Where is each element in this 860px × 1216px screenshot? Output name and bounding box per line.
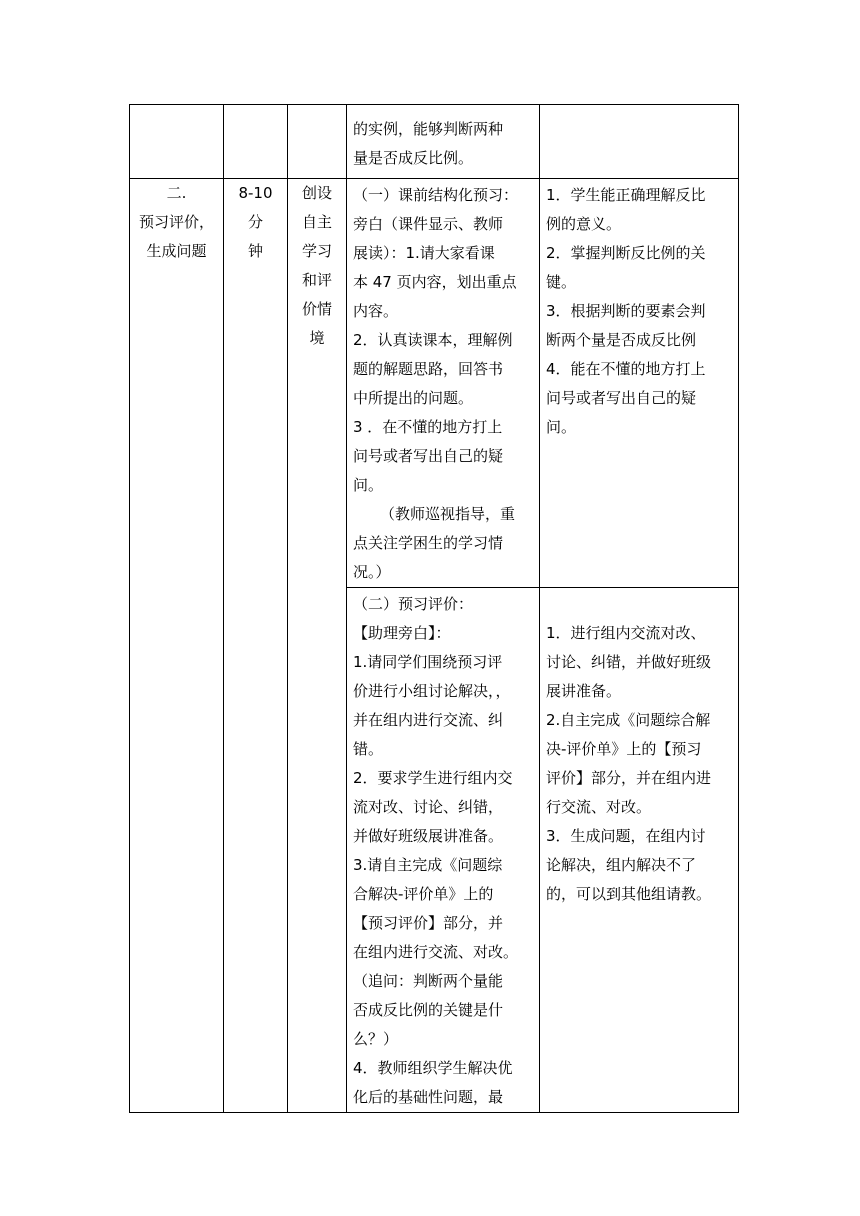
text-line: 况。） [353,563,391,581]
text-line: 3．根据判断的要素会判 [546,302,706,320]
text-line: 合解决-评价单》上的 [353,885,494,903]
text-line: 中所提出的问题。 [353,389,474,407]
text-line: 评价】部分，并在组内进 [546,769,712,787]
goals-cell-preview [540,179,739,588]
text-line: 否成反比例的关键是什 [353,1001,504,1019]
text-line: 本 47 页内容，划出重点 [353,273,517,291]
time-unit: 钟 [247,242,263,260]
goals-cell-empty [540,105,739,179]
text-line: 键。 [546,273,577,291]
text-line: 价进行小组讨论解决，， [353,682,511,700]
activity-cell-preview [347,179,540,588]
text-line: （追问：判断两个量能 [353,972,504,990]
text-line: 流对改、讨论、纠错， [353,798,504,816]
time-cell-empty [224,105,288,179]
text-line: 旁白（课件显示、教师 [353,215,504,233]
stage-title-line: 生成问题 [146,242,207,260]
environment-cell [288,179,347,1113]
environment-line: 价情 [301,300,332,318]
text-line: 2．要求学生进行组内交 [353,769,513,787]
environment-line: 学习 [301,242,332,260]
text-line: 么？） [353,1030,399,1048]
text-line: 3．生成问题，在组内讨 [546,827,706,845]
text-line: 内容。 [353,302,399,320]
text-line: 量是否成反比例。 [353,149,474,167]
environment-line: 和评 [301,271,332,289]
text-line: 论解决，组内解决不了 [546,856,697,874]
text-line: 【助理旁白】： [353,624,451,642]
lesson-plan-table [129,104,739,1113]
text-line: 3 ．在不懂的地方打上 [353,418,503,436]
text-line: 2．掌握判断反比例的关 [546,244,706,262]
table-row [130,105,739,179]
text-line: 展讲准备。 [546,682,622,700]
text-line: 错。 [353,740,384,758]
text-line: 并做好班级展讲准备。 [353,827,504,845]
text-line: 3.请自主完成《问题综 [353,856,503,874]
stage-cell-empty [130,105,224,179]
table-row [130,179,739,588]
text-line: 【预习评价】部分，并 [353,914,504,932]
environment-line: 境 [309,329,325,347]
text-line: 决-评价单》上的【预习 [546,740,702,758]
text-line: 1．进行组内交流对改、 [546,624,706,642]
text-line: 题的解题思路，回答书 [353,360,504,378]
text-line: 1．学生能正确理解反比 [546,186,706,204]
environment-line: 自主 [301,213,332,231]
text-line: （教师巡视指导，重 [380,505,516,523]
stage-number: 二. [166,184,187,202]
text-line: 行交流、对改。 [546,798,652,816]
text-line: 展读）：1.请大家看课 [353,244,495,262]
time-range: 8-10 [238,184,273,202]
text-line: 4．教师组织学生解决优 [353,1059,513,1077]
text-line: 断两个量是否成反比例 [546,331,697,349]
text-line: 问号或者写出自己的疑 [353,447,504,465]
goals-cell-evaluation [540,588,739,1113]
time-unit: 分 [247,213,263,231]
activity-cell-evaluation [347,588,540,1113]
text-line: 例的意义。 [546,215,622,233]
stage-cell [130,179,224,1113]
text-line: 的，可以到其他组请教。 [546,885,712,903]
text-line: 讨论、纠错，并做好班级 [546,653,712,671]
text-line: 4．能在不懂的地方打上 [546,360,706,378]
text-line: 2．认真读课本，理解例 [353,331,513,349]
text-line: （二）预习评价： [353,595,474,613]
text-line: 问。 [546,418,577,436]
activity-cell-continued [347,105,540,179]
text-line: 问。 [353,476,384,494]
text-line: 1.请同学们围绕预习评 [353,653,503,671]
text-line: （一）课前结构化预习： [353,186,519,204]
time-cell [224,179,288,1113]
text-line: 的实例，能够判断两种 [353,120,504,138]
text-line: 在组内进行交流、对改。 [353,943,519,961]
text-line: 2.自主完成《问题综合解 [546,711,711,729]
environment-cell-empty [288,105,347,179]
text-line: 点关注学困生的学习情 [353,534,504,552]
stage-title-line: 预习评价， [138,213,214,231]
text-line: 问号或者写出自己的疑 [546,389,697,407]
environment-line: 创设 [301,184,332,202]
text-line: 化后的基础性问题，最 [353,1088,504,1106]
text-line: 并在组内进行交流、纠 [353,711,504,729]
